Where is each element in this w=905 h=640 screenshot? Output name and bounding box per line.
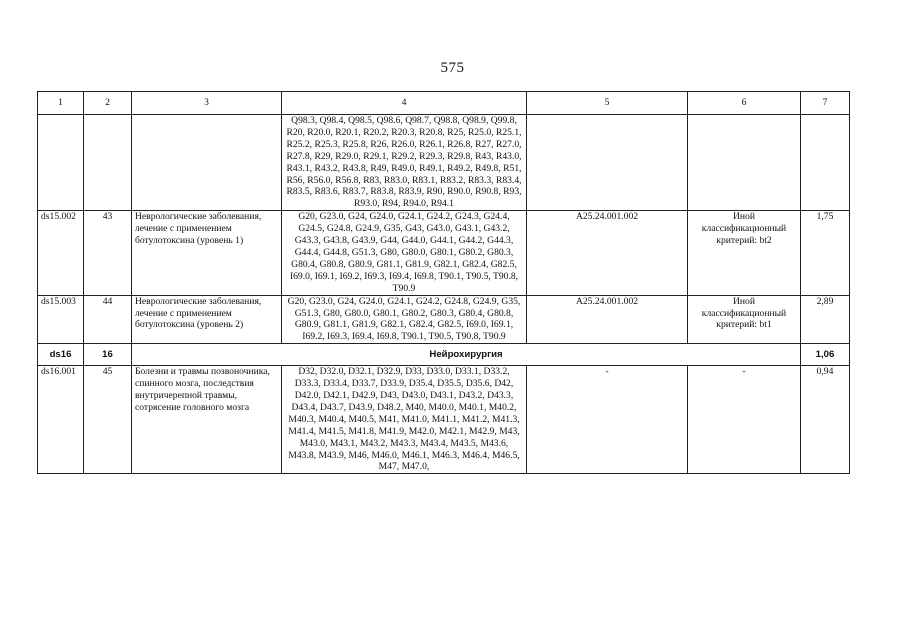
header-row [38, 92, 850, 115]
col-header-6: 6 [688, 92, 801, 115]
row-criterion [688, 115, 801, 211]
row-criterion: Иной классификационный критерий: bt2 [688, 211, 801, 295]
col-header-5: 5 [527, 92, 688, 115]
col-header-2: 2 [84, 92, 132, 115]
col-header-3: 3 [132, 92, 282, 115]
row-icd-codes: Q98.3, Q98.4, Q98.5, Q98.6, Q98.7, Q98.8, Q98.9, Q99.8, R20, R20.0, R20.1, R20.2, R20.3, R20.8, R25, R25.0, R25.1, R25.2, R25.3, R25.8, R26, R26.0, R26.1, R26.8, R27, R27.0, R27.8, R29, R29.0, R29.1, R29.2, R29.3, R29.8, R43, R43.0, R43.1, R43.2, R43.8, R49, R49.0, R49.1, R49.2, R49.8, R51, R56, R56.0, R56.8, R83, R83.0, R83.1, R83.2, R83.3, R83.4, R83.5, R83.6, R83.7, R83.8, R83.9, R90, R90.0, R90.8, R93, R93.0, R94, R94.0, R94.1 [282, 115, 527, 211]
row-service-code: A25.24.001.002 [527, 211, 688, 295]
table-row [38, 115, 850, 211]
col-header-1: 1 [38, 92, 84, 115]
row-name: Неврологические заболевания, лечение с применением ботулотоксина (уровень 1) [132, 211, 282, 295]
row-coefficient [801, 115, 850, 211]
row-icd-codes: G20, G23.0, G24, G24.0, G24.1, G24.2, G24.3, G24.4, G24.5, G24.8, G24.9, G35, G43, G43.0, G43.1, G43.2, G43.3, G43.8, G43.9, G44, G44.0, G44.1, G44.2, G44.3, G44.4, G44.8, G51.3, G80, G80.0, G80.1, G80.2, G80.3, G80.4, G80.8, G80.9, G81.1, G81.9, G82.1, G82.4, G82.5, I69.0, I69.1, I69.2, I69.3, I69.4, I69.8, T90.1, T90.5, T90.8, T90.9 [282, 211, 527, 295]
table-row [38, 295, 850, 344]
section-row [38, 344, 850, 366]
col-header-7: 7 [801, 92, 850, 115]
page-number: 575 [440, 60, 465, 76]
row-number: 44 [84, 295, 132, 344]
row-service-code: - [527, 366, 688, 474]
row-criterion: - [688, 366, 801, 474]
tariff-table [37, 91, 850, 474]
section-coefficient: 1,06 [801, 344, 850, 366]
row-icd-codes: G20, G23.0, G24, G24.0, G24.1, G24.2, G24.8, G24.9, G35, G51.3, G80, G80.0, G80.1, G80.2, G80.3, G80.4, G80.8, G80.9, G81.1, G81.9, G82.1, G82.4, G82.5, I69.0, I69.1, I69.2, I69.3, I69.4, I69.8, T90.1, T90.5, T90.8, T90.9 [282, 295, 527, 344]
col-header-4: 4 [282, 92, 527, 115]
row-code: ds15.003 [38, 295, 84, 344]
row-coefficient: 2,89 [801, 295, 850, 344]
table-row [38, 366, 850, 474]
row-code [38, 115, 84, 211]
row-code: ds15.002 [38, 211, 84, 295]
row-coefficient: 1,75 [801, 211, 850, 295]
table-row [38, 211, 850, 295]
row-criterion: Иной классификационный критерий: bt1 [688, 295, 801, 344]
row-name: Неврологические заболевания, лечение с применением ботулотоксина (уровень 2) [132, 295, 282, 344]
row-service-code [527, 115, 688, 211]
row-number [84, 115, 132, 211]
row-service-code: A25.24.001.002 [527, 295, 688, 344]
row-name [132, 115, 282, 211]
row-icd-codes: D32, D32.0, D32.1, D32.9, D33, D33.0, D33.1, D33.2, D33.3, D33.4, D33.7, D33.9, D35.4, D35.5, D35.6, D42, D42.0, D42.1, D42.9, D43, D43.0, D43.1, D43.2, D43.3, D43.4, D43.7, D43.9, D48.2, M40, M40.0, M40.1, M40.2, M40.3, M40.4, M40.5, M41, M41.0, M41.1, M41.2, M41.3, M41.4, M41.5, M41.8, M41.9, M42.0, M42.1, M42.9, M43, M43.0, M43.1, M43.2, M43.3, M43.4, M43.5, M43.6, M43.8, M43.9, M46, M46.0, M46.1, M46.3, M46.4, M46.5, M47, M47.0, [282, 366, 527, 474]
row-coefficient: 0,94 [801, 366, 850, 474]
row-number: 43 [84, 211, 132, 295]
row-name: Болезни и травмы позвоночника, спинного мозга, последствия внутричерепной травмы, сотрясение головного мозга [132, 366, 282, 474]
section-number: 16 [84, 344, 132, 366]
section-title: Нейрохирургия [132, 344, 801, 366]
section-code: ds16 [38, 344, 84, 366]
row-code: ds16.001 [38, 366, 84, 474]
row-number: 45 [84, 366, 132, 474]
